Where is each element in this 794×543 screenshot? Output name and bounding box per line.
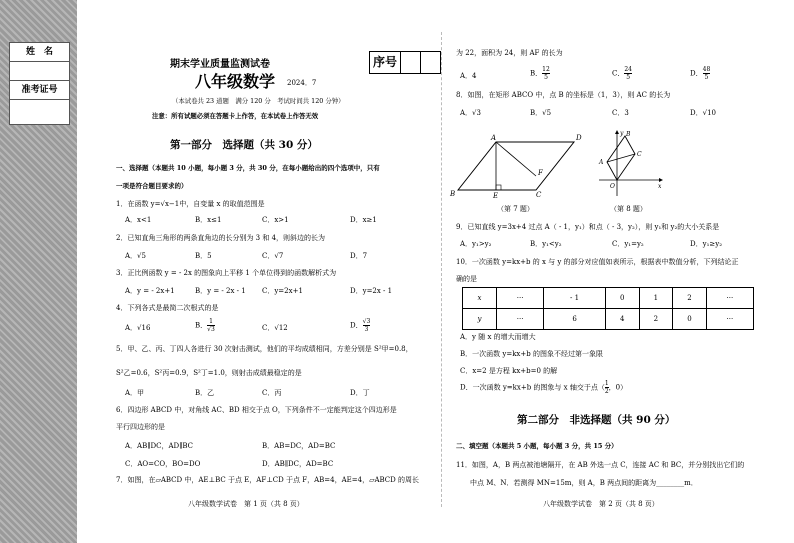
q7-c-numerator: 24 xyxy=(624,66,632,73)
footer-left: 八年级数学试卷 第 1 页（共 8 页） xyxy=(188,500,304,508)
q10-d-numerator: 1 xyxy=(604,380,609,387)
figure-7-caption: （第 7 题） xyxy=(497,205,534,213)
q4-option-a: A．√16 xyxy=(125,324,151,332)
figure-8-caption: （第 8 题） xyxy=(610,205,647,213)
q10-line-2: 确的是 xyxy=(456,275,477,283)
q3-option-b: B．y = - 2x - 1 xyxy=(195,287,246,295)
q2-stem: 2．已知直角三角形的两条直角边的长分别为 3 和 4，则斜边的长为 xyxy=(116,234,326,242)
section1-heading-1: 一、选择题（本题共 10 小题，每小题 3 分，共 30 分，在每小题给出的四个选项中，只有 xyxy=(116,164,380,172)
q7-line-1: 7．如图，在▱ABCD 中，AE⊥BC 于点 E，AF⊥CD 于点 F，AB=4，AE=4，▱ABCD 的周长 xyxy=(116,476,419,484)
q8-option-d: D．√10 xyxy=(690,109,716,117)
y-axis-arrow xyxy=(615,130,619,134)
exam-meta: （本试卷共 23 道题 满分 120 分 考试时间共 120 分钟） xyxy=(172,97,345,105)
altitude-af xyxy=(496,142,536,176)
seat-number-box xyxy=(369,51,441,74)
q6-line-1: 6．四边形 ABCD 中，对角线 AC、BD 相交于点 O，下列条件不一定能判定这个四边形是 xyxy=(116,406,397,414)
q10-option-d xyxy=(460,380,627,395)
table-cell: 0 xyxy=(673,309,707,330)
q7-option-b xyxy=(530,66,550,81)
q10-d-denominator: 2 xyxy=(604,388,609,395)
table-cell: 6 xyxy=(544,309,606,330)
footer-right: 八年级数学试卷 第 2 页（共 8 页） xyxy=(543,500,659,508)
exam-number-field[interactable] xyxy=(10,100,69,124)
q8-option-a: A．√3 xyxy=(460,109,481,117)
fig7-label-d: D xyxy=(576,134,582,142)
table-cell: 1 xyxy=(639,288,673,309)
q7-option-c xyxy=(612,66,632,81)
part1-title: 第一部分 选择题（共 30 分） xyxy=(170,139,318,151)
exam-number-label: 准考证号 xyxy=(10,81,69,100)
q7-d-fraction xyxy=(703,66,711,81)
q5-option-a: A．甲 xyxy=(125,389,145,397)
q1-option-b: B．x≤1 xyxy=(195,216,222,224)
fold-divider xyxy=(441,32,443,507)
q10-option-c: C．x=2 是方程 kx+b=0 的解 xyxy=(460,367,558,375)
table-cell: x xyxy=(463,288,497,309)
q4-d-fraction xyxy=(363,318,371,333)
part2-title: 第二部分 非选择题（共 90 分） xyxy=(517,414,676,426)
x-axis-arrow xyxy=(659,178,663,182)
fig7-label-b: B xyxy=(450,190,456,198)
name-box xyxy=(9,42,70,85)
table-cell: ··· xyxy=(706,309,753,330)
table-cell: - 1 xyxy=(544,288,606,309)
exam-number-box xyxy=(9,80,70,125)
q11-line-2: 中点 M、N．若测得 MN=15m，则 A，B 两点间的距离为________m． xyxy=(470,479,698,487)
section1-heading-2: 一项是符合题目要求的） xyxy=(116,182,188,190)
q7-cont-line-1: 为 22，面积为 24，则 AF 的长为 xyxy=(456,49,563,57)
q4-stem: 4．下列各式是最简二次根式的是 xyxy=(116,304,219,312)
q6-option-a: A．AB∥DC，AD∥BC xyxy=(125,442,193,450)
q2-option-a: A．√5 xyxy=(125,252,146,260)
name-label: 姓 名 xyxy=(10,43,69,62)
fig7-label-c: C xyxy=(536,191,542,199)
q4-b-prefix: B． xyxy=(195,321,208,330)
q5-option-b: B．乙 xyxy=(195,389,215,397)
q2-option-b: B．5 xyxy=(195,252,212,260)
q3-stem: 3．正比例函数 y = - 2x 的图象向上平移 1 个单位得到的函数解析式为 xyxy=(116,269,337,277)
q5-line-1: 5．甲、乙、丙、丁四人各进行 30 次射击测试，他们的平均成绩相同，方差分别是 S²甲=0.8， xyxy=(116,345,413,353)
fig8-label-o: O xyxy=(610,183,615,190)
q7-d-denominator: 5 xyxy=(704,74,709,81)
fig7-label-a: A xyxy=(491,134,497,142)
fig7-label-e: E xyxy=(493,192,499,200)
q7-c-prefix: C． xyxy=(612,69,625,78)
q10-d-prefix: D．一次函数 y=kx+b 的图象与 x 轴交于点（ xyxy=(460,383,605,392)
q3-option-d: D．y=2x - 1 xyxy=(350,287,393,295)
q10-d-suffix: ，0） xyxy=(608,383,628,392)
q5-option-c: C．丙 xyxy=(262,389,282,397)
fig8-label-a: A xyxy=(599,159,604,166)
q9-option-b: B．y₁<y₂ xyxy=(530,240,562,248)
fig8-label-y: y xyxy=(620,130,624,137)
parallelogram-abcd xyxy=(458,142,574,190)
q7-b-prefix: B． xyxy=(530,69,543,78)
q8-option-b: B．√5 xyxy=(530,109,552,117)
table-cell: ··· xyxy=(497,288,544,309)
q7-c-fraction xyxy=(624,66,632,81)
q1-option-d: D．x≥1 xyxy=(350,216,377,224)
seat-number-label: 序号 xyxy=(373,55,398,69)
table-cell: 2 xyxy=(639,309,673,330)
table-row-x xyxy=(463,288,754,309)
q9-option-d: D．y₁≥y₂ xyxy=(690,240,722,248)
table-cell: ··· xyxy=(706,288,753,309)
q6-line-2: 平行四边形的是 xyxy=(116,423,165,431)
q4-d-numerator: √3 xyxy=(362,318,371,325)
q5-option-d: D．丁 xyxy=(350,389,370,397)
figure-7 xyxy=(448,130,588,200)
figure-8 xyxy=(595,128,665,200)
q9-stem: 9．已知直线 y=3x+4 过点 A（ - 1，y₁）和点（ - 3，y₂），则 y₁和 y₂的大小关系是 xyxy=(456,223,720,231)
table-cell: 0 xyxy=(605,288,639,309)
exam-notice: 注意：所有试题必须在答题卡上作答，在本试卷上作答无效 xyxy=(152,112,319,120)
q4-option-c: C．√12 xyxy=(262,324,288,332)
table-row-y xyxy=(463,309,754,330)
seat-cell-2[interactable] xyxy=(420,52,440,73)
q10-value-table xyxy=(462,287,754,330)
q6-option-d: D．AB∥DC，AD=BC xyxy=(262,460,334,468)
q7-d-prefix: D． xyxy=(690,69,703,78)
fig8-label-c: C xyxy=(637,151,642,158)
q10-option-a: A．y 随 x 的增大而增大 xyxy=(460,333,536,341)
q7-b-denominator: 5 xyxy=(544,74,548,81)
q7-b-numerator: 12 xyxy=(542,66,550,73)
q3-option-c: C．y=2x+1 xyxy=(262,287,303,295)
q9-option-c: C．y₁=y₂ xyxy=(612,240,644,248)
q10-line-1: 10．一次函数 y=kx+b 的 x 与 y 的部分对应值如表所示，根据表中数值分析，下列结论正 xyxy=(456,258,739,266)
q7-option-a: A．4 xyxy=(460,72,477,80)
table-cell: y xyxy=(463,309,497,330)
fig7-label-f: F xyxy=(538,169,543,177)
q7-option-d xyxy=(690,66,710,81)
q3-option-a: A．y = - 2x+1 xyxy=(125,287,175,295)
q7-b-fraction xyxy=(542,66,550,81)
section2-heading: 二、填空题（本题共 5 小题，每小题 3 分，共 15 分） xyxy=(456,442,618,450)
exam-date: 2024．7 xyxy=(287,79,317,87)
q4-d-denominator: 3 xyxy=(364,326,369,333)
fig8-label-x: x xyxy=(658,183,662,190)
q7-c-denominator: 5 xyxy=(626,74,631,81)
right-angle-e xyxy=(496,185,501,190)
q2-option-c: C．√7 xyxy=(262,252,284,260)
exam-title: 期末学业质量监测试卷 xyxy=(170,59,270,70)
q4-option-b xyxy=(195,318,215,333)
table-cell: 2 xyxy=(673,288,707,309)
seat-cell-1[interactable] xyxy=(400,52,420,73)
fig8-label-b: B xyxy=(626,131,631,138)
q11-line-1: 11．如图，A，B 两点被池塘隔开，在 AB 外选一点 C，连接 AC 和 BC，并分别找出它们的 xyxy=(456,461,745,469)
q9-option-a: A．y₁>y₂ xyxy=(460,240,492,248)
q1-option-a: A．x<1 xyxy=(125,216,152,224)
q4-option-d xyxy=(350,318,370,333)
q1-stem: 1．在函数 y=√x−1中，自变量 x 的取值范围是 xyxy=(116,200,265,208)
q5-line-2: S²乙=0.6，S²丙=0.9，S²丁=1.0，则射击成绩最稳定的是 xyxy=(116,369,302,377)
q1-option-c: C．x>1 xyxy=(262,216,289,224)
binding-strip xyxy=(0,0,77,543)
q8-stem: 8．如图，在矩形 ABCO 中，点 B 的坐标是（1，3），则 AC 的长为 xyxy=(456,91,671,99)
q8-option-c: C．3 xyxy=(612,109,629,117)
q2-option-d: D．7 xyxy=(350,252,368,260)
q6-option-c: C．AO=CO，BO=DO xyxy=(125,460,201,468)
q4-b-numerator: 1 xyxy=(209,318,213,325)
q10-option-b: B．一次函数 y=kx+b 的图象不经过第一象限 xyxy=(460,350,603,358)
q7-d-numerator: 48 xyxy=(702,66,711,73)
q6-option-b: B．AB=DC，AD=BC xyxy=(262,442,336,450)
table-cell: ··· xyxy=(497,309,544,330)
q4-d-prefix: D． xyxy=(350,321,363,330)
table-cell: 4 xyxy=(605,309,639,330)
q4-b-denominator: √3 xyxy=(207,326,215,333)
subject-title: 八年级数学 xyxy=(195,72,276,91)
q4-b-fraction xyxy=(207,318,215,333)
